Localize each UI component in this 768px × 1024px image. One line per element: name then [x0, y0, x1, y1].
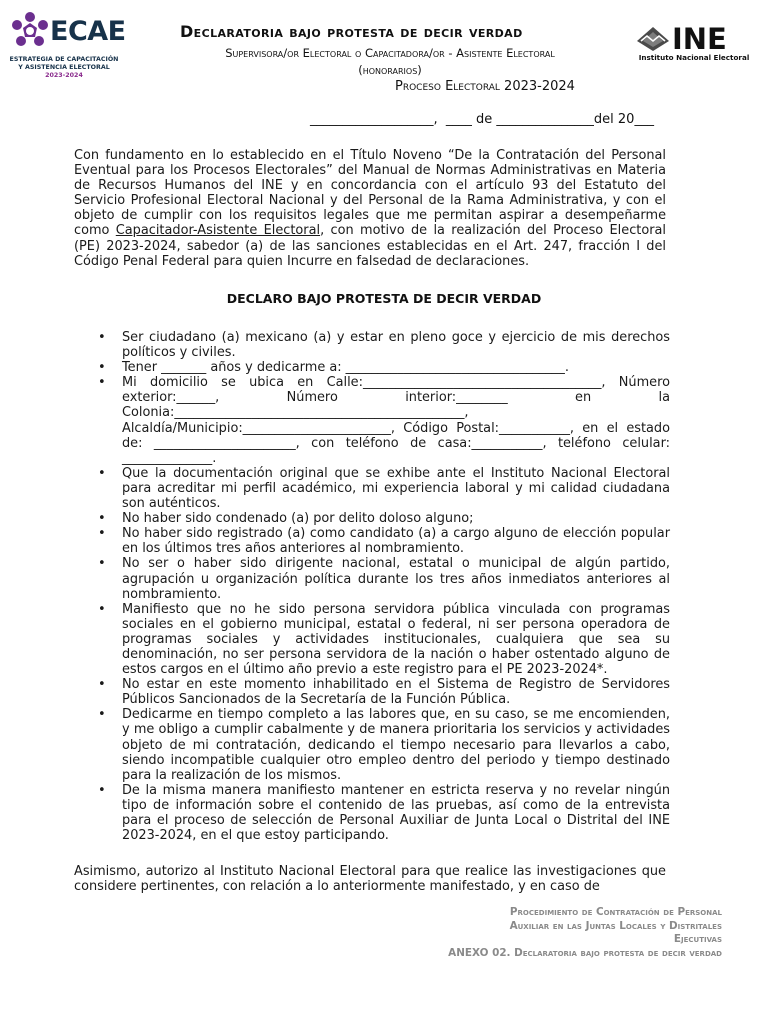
subtitle-line2: (honorarios): [358, 63, 422, 77]
footer-line1: Procedimiento de Contratación de Personal: [509, 906, 722, 918]
ecae-wordmark: ECAE: [50, 16, 126, 47]
intro-position-underlined: Capacitador-Asistente Electoral: [115, 223, 321, 239]
declaration-list: [74, 330, 670, 843]
page-footer: [392, 906, 722, 960]
footer-line2: Auxiliar en las Juntas Locales y Distritales: [509, 919, 722, 932]
ine-emblem-icon: [636, 26, 670, 52]
ecae-star-icon: [10, 11, 50, 51]
intro-text-before: Con fundamento en lo establecido en el Título Noveno “De la Contratación del Personal Eventual para los Procesos Electorales” del Manual de Normas Administrativas en Materia de Recursos Humanos del INE y en concordancia con el artículo 93 del Estatuto del Servicio Profesional Electoral Nacional y del Personal de la Rama Administrativa, y con el objeto de cumplir con los requisitos legales que me permitan aspirar a desempeñarme como: [74, 148, 666, 239]
list-item: • Que la documentación original que se exhibe ante el Instituto Nacional Electoral para acreditar mi perfil académico, mi experiencia laboral y mi calidad ciudadana son auténticos.: [122, 466, 670, 511]
list-item: • No estar en este momento inhabilitado en el Sistema de Registro de Servidores Públicos Sancionados de la Secretaría de la Función Pública.: [122, 677, 670, 707]
ecae-subtitle-line1: ESTRATEGIA DE CAPACITACIÓN: [9, 56, 119, 63]
list-item: • No haber sido registrado (a) como candidato (a) a cargo alguno de elección popular en los últimos tres años anteriores al nombramiento.: [122, 526, 670, 556]
document-subtitle: [180, 45, 600, 79]
ecae-subtitle-line2: Y ASISTENCIA ELECTORAL: [18, 64, 110, 71]
ine-logo: [636, 22, 752, 66]
ine-wordmark: INE: [672, 22, 727, 56]
document-title: Declaratoria bajo protesta de decir verdad: [180, 22, 523, 41]
ine-caption: Instituto Nacional Electoral: [638, 53, 750, 62]
list-item: • No ser o haber sido dirigente nacional, estatal o municipal de algún partido, agrupación u organización política durante los tres años inmediatos anteriores al nombramiento.: [122, 556, 670, 601]
list-item: • Mi domicilio se ubica en Calle:_____________________________________, Número exterior:______, Número interior:________ en la Colonia:_____________________________________________, Alcaldía/Municipio:_______________________, Código Postal:___________, en el estado de: ______________________, con teléfono de casa:___________, teléfono celular: ______________.: [122, 375, 670, 466]
closing-paragraph: Asimismo, autorizo al Instituto Nacional Electoral para que realice las investigaciones que considere pertinentes, con relación a lo anteriormente manifestado, y en caso de: [74, 864, 666, 895]
list-item: • Ser ciudadano (a) mexicano (a) y estar en pleno goce y ejercicio de mis derechos políticos y civiles.: [122, 330, 670, 360]
declaration-heading: DECLARO BAJO PROTESTA DE DECIR VERDAD: [226, 291, 542, 306]
footer-line3: Ejecutivas: [673, 933, 722, 945]
list-item: • Dedicarme en tiempo completo a las labores que, en su caso, se me encomienden, y me obligo a cumplir cabalmente y de manera prioritaria los servicios y actividades objeto de mi contratación, dedicando el tiempo necesario para llevarlos a cabo, siendo incompatible cualquier otro empleo dentro del periodo y tiempo destinado para la realización de los mismos.: [122, 707, 670, 782]
list-item: • De la misma manera manifiesto mantener en estricta reserva y no revelar ningún tipo de información sobre el contenido de las pruebas, así como de la entrevista para el proceso de selección de Personal Auxiliar de Junta Local o Distrital del INE 2023-2024, en el que estoy participando.: [122, 783, 670, 843]
footer-annex: ANEXO 02. Declaratoria bajo protesta de decir verdad: [448, 946, 722, 959]
list-item: • No haber sido condenado (a) por delito doloso alguno;: [122, 511, 670, 526]
ecae-years: 2023-2024: [45, 72, 83, 79]
list-item: • Tener _______ años y dedicarme a: __________________________________.: [122, 360, 670, 375]
subtitle-line1: Supervisora/or Electoral o Capacitadora/or - Asistente Electoral: [225, 46, 555, 60]
date-place-line: ___________________, ____ de _______________del 20___: [310, 112, 654, 127]
ecae-logo: [8, 8, 126, 84]
intro-text-after: , con motivo de la realización del Proceso Electoral (PE) 2023-2024, sabedor (a) de las sanciones establecidas en el Art. 247, fracción I del Código Penal Federal para quien Incurre en falsedad de declaraciones.: [74, 223, 666, 269]
electoral-process-label: Proceso Electoral 2023-2024: [395, 79, 575, 94]
list-item: • Manifiesto que no he sido persona servidora pública vinculada con programas sociales en el gobierno municipal, estatal o federal, ni ser persona operadora de programas sociales y actividades institucionales, cualquiera que sea su denominación, no ser persona servidora de la nación o haber ostentado alguno de estos cargos en el último año previo a este registro para el PE 2023-2024*.: [122, 602, 670, 677]
intro-paragraph: [74, 148, 666, 269]
ecae-subtitle: [8, 56, 120, 80]
